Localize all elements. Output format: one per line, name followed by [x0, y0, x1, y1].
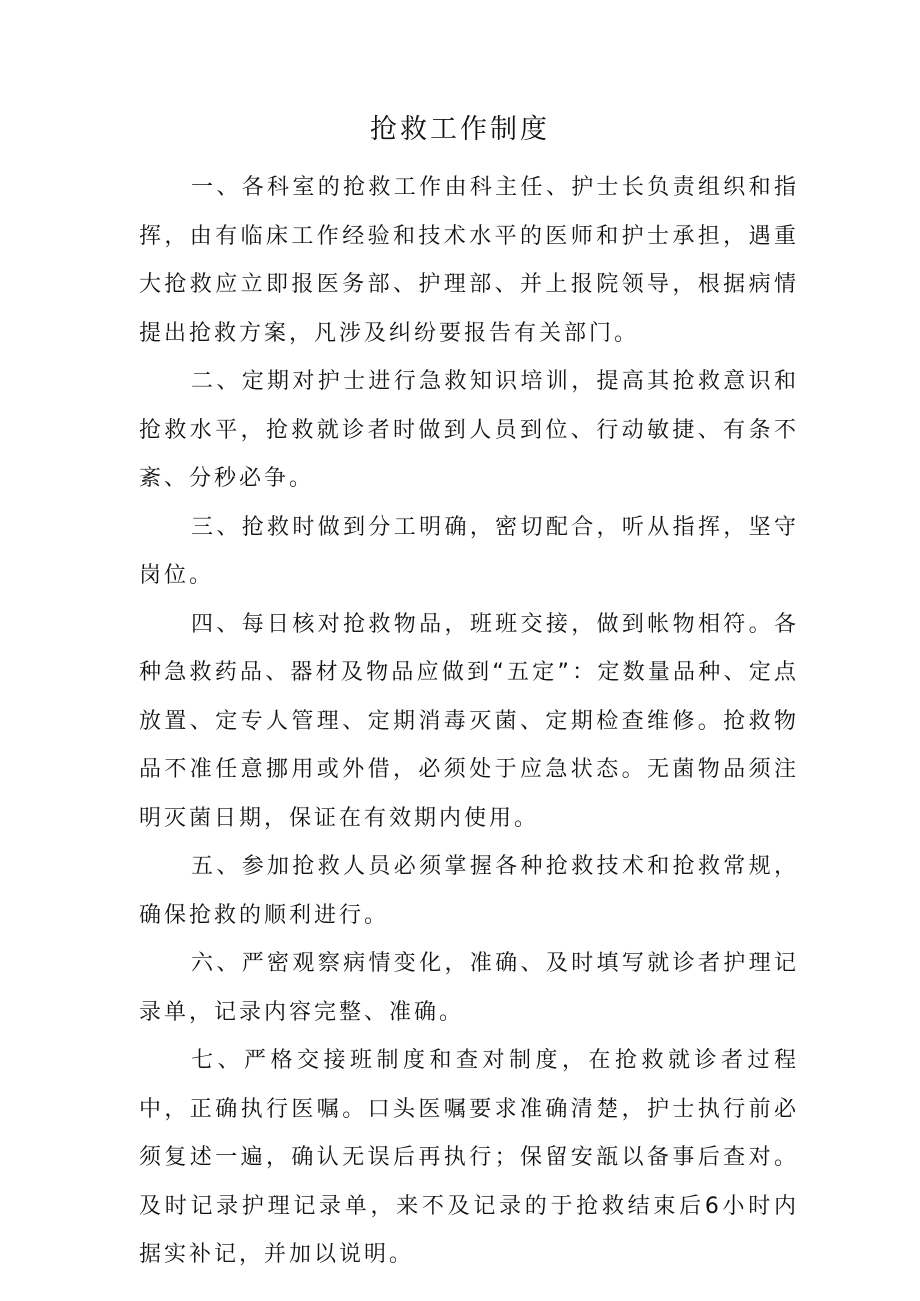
document-body — [139, 164, 799, 1280]
paragraph-1: 一、各科室的抢救工作由科主任、护士长负责组织和指挥，由有临床工作经验和技术水平的医师和护士承担，遇重大抢救应立即报医务部、护理部、并上报院领导，根据病情提出抢救方案，凡涉及纠纷要报告有关部门。 — [139, 175, 799, 346]
paragraph-2: 二、定期对护士进行急救知识培训，提高其抢救意识和抢救水平，抢救就诊者时做到人员到位、行动敏捷、有条不紊、分秒必争。 — [139, 369, 799, 491]
document-title: 抢救工作制度 — [370, 114, 550, 145]
paragraph-6: 六、严密观察病情变化，准确、及时填写就诊者护理记录单，记录内容完整、准确。 — [139, 951, 799, 1025]
paragraph-5: 五、参加抢救人员必须掌握各种抢救技术和抢救常规，确保抢救的顺利进行。 — [139, 854, 799, 928]
paragraph-3: 三、抢救时做到分工明确，密切配合，听从指挥，坚守岗位。 — [139, 514, 799, 588]
paragraph-4: 四、每日核对抢救物品，班班交接，做到帐物相符。各种急救药品、器材及物品应做到“五定”：定数量品种、定点放置、定专人管理、定期消毒灭菌、定期检查维修。抢救物品不准任意挪用或外借，必须处于应急状态。无菌物品须注明灭菌日期，保证在有效期内使用。 — [139, 611, 799, 831]
paragraph-7: 七、严格交接班制度和查对制度，在抢救就诊者过程中，正确执行医嘱。口头医嘱要求准确清楚，护士执行前必须复述一遍，确认无误后再执行；保留安瓿以备事后查对。及时记录护理记录单，来不及记录的于抢救结束后6小时内据实补记，并加以说明。 — [139, 1048, 799, 1267]
